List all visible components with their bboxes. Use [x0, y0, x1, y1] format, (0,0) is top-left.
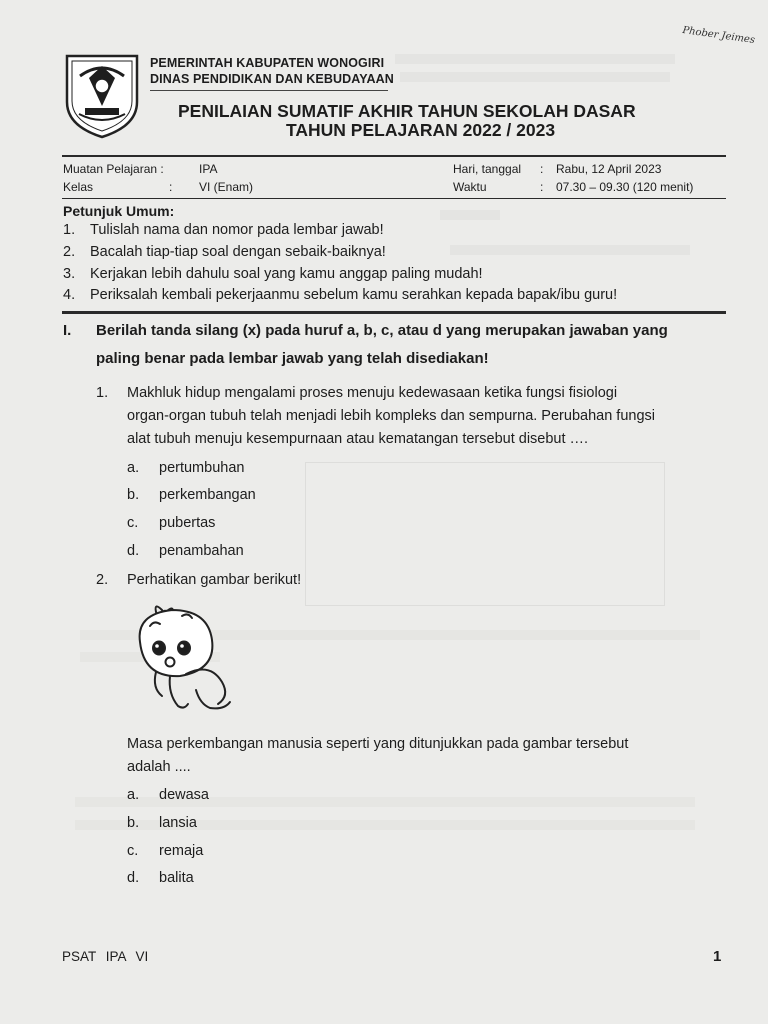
- instruction-item: 3. Kerjakan lebih dahulu soal yang kamu anggap paling mudah!: [63, 266, 483, 282]
- class-value: VI (Enam): [199, 180, 254, 194]
- answer-option: c. pubertas: [127, 515, 216, 531]
- subject-label: Muatan Pelajaran :: [63, 162, 164, 176]
- subject-value: IPA: [199, 162, 218, 176]
- time-colon: :: [540, 180, 544, 194]
- top-divider: [62, 155, 726, 157]
- answer-option: d. balita: [127, 870, 194, 886]
- time-label: Waktu: [453, 180, 487, 194]
- answer-option: a. dewasa: [127, 787, 209, 803]
- question-1-text: Makhluk hidup mengalami proses menuju kedewasaan ketika fungsi fisiologi: [127, 385, 618, 401]
- answer-option: b. perkembangan: [127, 487, 256, 503]
- day-colon: :: [540, 162, 544, 176]
- instruction-item: 4. Periksalah kembali pekerjaanmu sebelum kamu serahkan kepada bapak/ibu guru!: [63, 287, 618, 303]
- regency-logo-icon: [63, 52, 141, 140]
- day-label: Hari, tanggal: [453, 162, 522, 176]
- academic-year: TAHUN PELAJARAN 2022 / 2023: [286, 120, 556, 140]
- instructions-title: Petunjuk Umum:: [63, 203, 175, 219]
- question-number: 1.: [96, 385, 109, 401]
- answer-option: d. penambahan: [127, 543, 244, 559]
- instruction-item: 1. Tulislah nama dan nomor pada lembar jawab!: [63, 222, 384, 238]
- footer-code: PSAT IPA VI: [62, 949, 149, 964]
- time-value: 07.30 – 09.30 (120 menit): [556, 180, 694, 194]
- crawling-baby-icon: [126, 598, 238, 716]
- answer-option: b. lansia: [127, 815, 197, 831]
- answer-option: c. remaja: [127, 843, 204, 859]
- header-underline: [150, 90, 388, 91]
- info-divider: [62, 198, 726, 199]
- section-instruction-line2: paling benar pada lembar jawab yang telah disediakan!: [96, 350, 489, 367]
- exam-title: PENILAIAN SUMATIF AKHIR TAHUN SEKOLAH DASAR: [178, 101, 636, 121]
- class-colon: :: [169, 180, 173, 194]
- government-name: PEMERINTAH KABUPATEN WONOGIRI: [150, 56, 385, 70]
- day-value: Rabu, 12 April 2023: [556, 162, 662, 176]
- question-1-text: organ-organ tubuh telah menjadi lebih kompleks dan sempurna. Perubahan fungsi: [127, 408, 655, 424]
- question-2-text: adalah ....: [127, 759, 191, 775]
- instruction-item: 2. Bacalah tiap-tiap soal dengan sebaik-baiknya!: [63, 244, 386, 260]
- section-number: I.: [63, 322, 72, 339]
- handwritten-note: Phober Jeimes: [681, 24, 756, 47]
- page-number: 1: [713, 948, 722, 965]
- instructions-divider: [62, 311, 726, 314]
- section-instruction-line1: Berilah tanda silang (x) pada huruf a, b, c, atau d yang merupakan jawaban yang: [96, 322, 668, 339]
- question-2-prompt: Perhatikan gambar berikut!: [127, 572, 302, 588]
- answer-option: a. pertumbuhan: [127, 460, 245, 476]
- department-name: DINAS PENDIDIKAN DAN KEBUDAYAAN: [150, 72, 394, 86]
- class-label: Kelas: [63, 180, 94, 194]
- question-1-text: alat tubuh menuju kesempurnaan atau kematangan tersebut disebut ….: [127, 431, 589, 447]
- question-2-text: Masa perkembangan manusia seperti yang ditunjukkan pada gambar tersebut: [127, 736, 629, 752]
- question-number: 2.: [96, 572, 109, 588]
